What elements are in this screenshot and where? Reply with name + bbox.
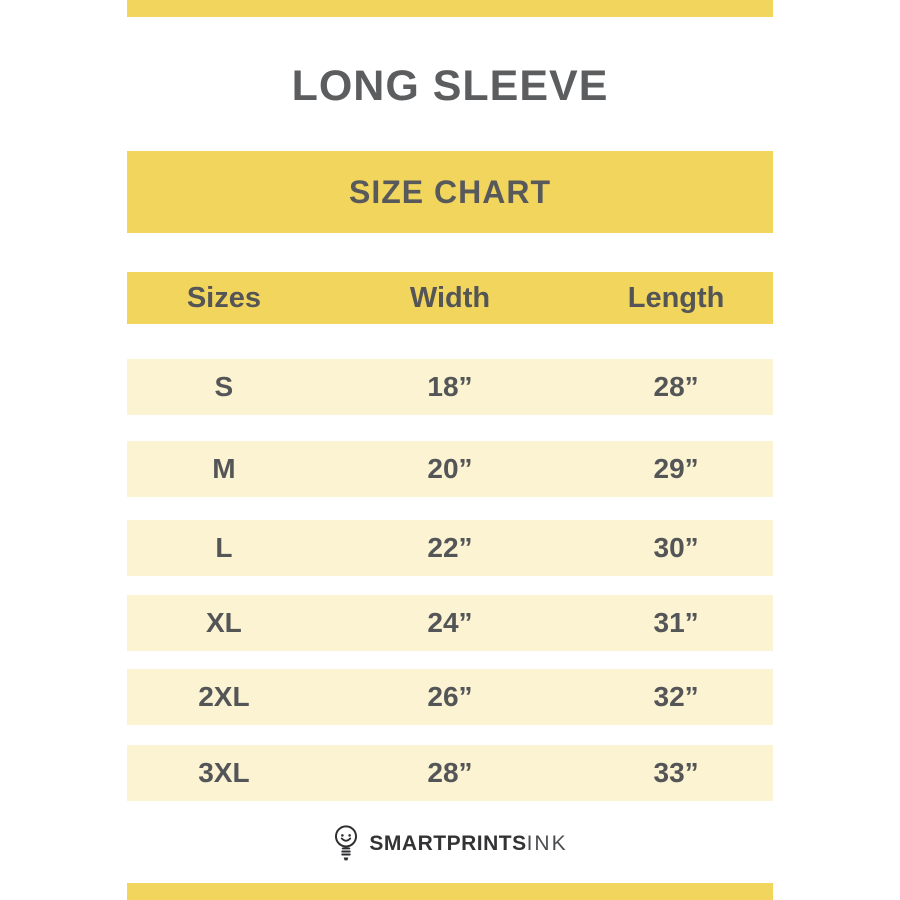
width-cell: 26” [427,681,473,712]
width-cell: 22” [427,532,473,563]
size-cell: 2XL [198,681,250,712]
table-row [127,669,773,725]
length-cell: 30” [653,532,699,563]
brand-footer [0,820,900,868]
size-cell: M [212,453,236,484]
top-accent-bar [127,0,773,17]
width-cell: 20” [427,453,473,484]
size-chart-banner [127,151,773,233]
lightbulb-icon [332,823,360,865]
table-row [127,745,773,801]
size-cell: XL [206,607,242,638]
table-row [127,441,773,497]
table-row [127,520,773,576]
width-cell: 18” [427,371,473,402]
column-header-sizes: Sizes [186,281,261,314]
page-title: LONG SLEEVE [291,62,609,110]
column-header-width: Width [409,281,491,314]
column-header-length: Length [627,281,725,314]
width-cell: 24” [427,607,473,638]
length-cell: 33” [653,757,699,788]
length-cell: 29” [653,453,699,484]
table-header-row [127,272,773,324]
brand-name-bold: SMARTPRINTS [369,832,527,855]
length-cell: 32” [653,681,699,712]
size-cell: 3XL [198,757,250,788]
banner-label: SIZE CHART [349,173,551,210]
brand-name-light: INK [526,832,568,855]
length-cell: 28” [653,371,699,402]
table-row [127,359,773,415]
width-cell: 28” [427,757,473,788]
bottom-accent-bar [127,883,773,900]
length-cell: 31” [653,607,699,638]
size-cell: L [215,532,233,563]
size-cell: S [214,371,234,402]
table-row [127,595,773,651]
